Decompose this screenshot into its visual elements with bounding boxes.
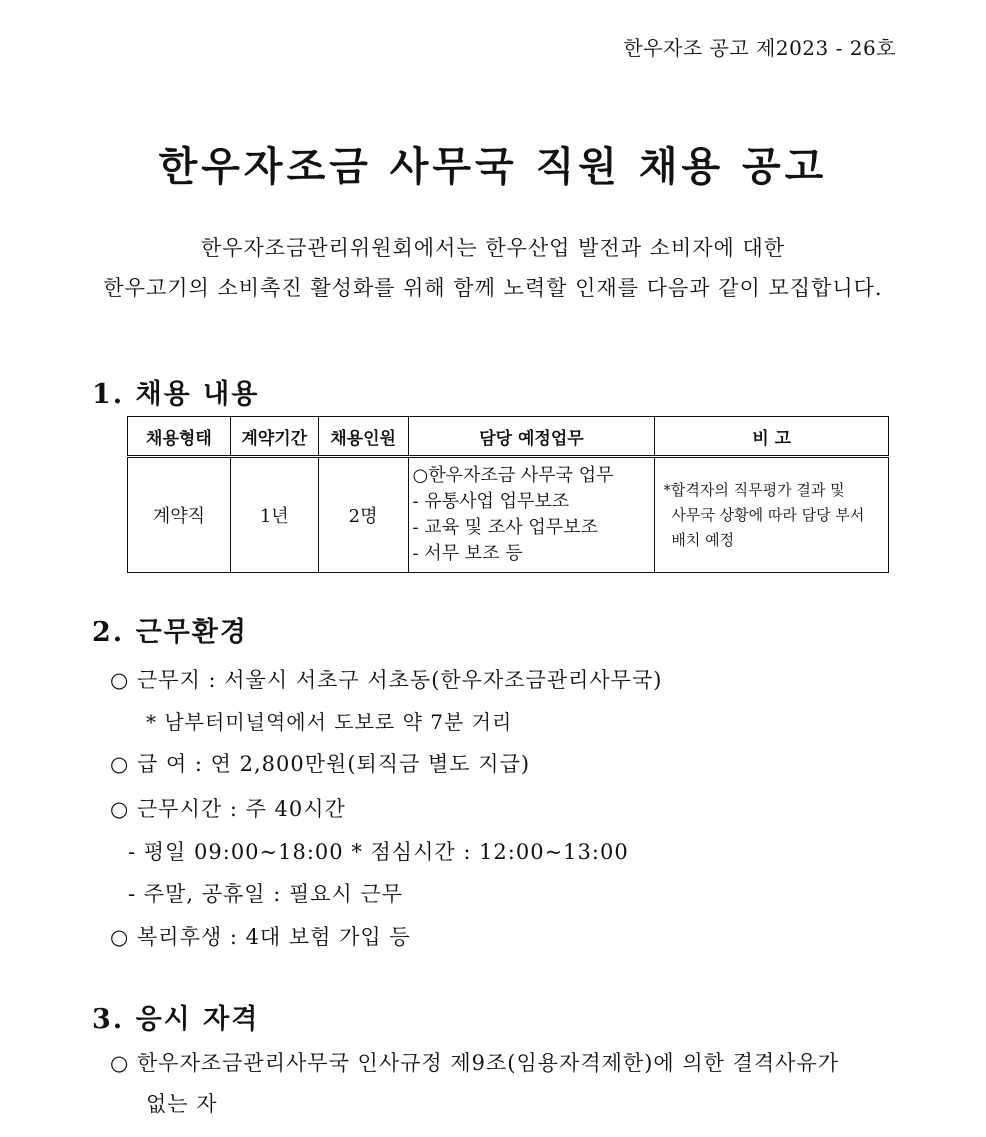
notice-number: 한우자조 공고 제2023 - 26호 <box>623 36 896 60</box>
cell-employment-type: 계약직 <box>128 457 231 573</box>
weekday-hours: - 평일 09:00~18:00 * 점심시간 : 12:00~13:00 <box>128 840 629 864</box>
section-heading-work-environment: 2. 근무환경 <box>92 617 248 648</box>
remark-line: 배치 예정 <box>671 530 735 549</box>
duty-line: - 서무 보조 등 <box>412 543 523 564</box>
cell-headcount: 2명 <box>318 457 408 573</box>
remark-line: 사무국 상황에 따라 담당 부서 <box>671 505 865 524</box>
remark-line: *합격자의 직무평가 결과 및 <box>663 480 845 499</box>
cell-contract-period: 1년 <box>230 457 318 573</box>
qualification-line-1: ○ 한우자조금관리사무국 인사규정 제9조(임용자격제한)에 의한 결격사유가 <box>110 1051 840 1075</box>
header-contract-period: 계약기간 <box>230 417 318 457</box>
salary: ○ 급 여 : 연 2,800만원(퇴직금 별도 지급) <box>110 752 531 776</box>
qualification-line-2: 없는 자 <box>146 1092 218 1116</box>
table-header-row <box>128 417 889 457</box>
work-location-note: * 남부터미널역에서 도보로 약 7분 거리 <box>146 710 513 734</box>
recruitment-table <box>127 416 889 573</box>
section-heading-recruitment: 1. 채용 내용 <box>92 379 260 410</box>
header-employment-type: 채용형태 <box>128 417 231 457</box>
table-row <box>128 457 889 573</box>
page-title: 한우자조금 사무국 직원 채용 공고 <box>158 144 828 190</box>
welfare: ○ 복리후생 : 4대 보험 가입 등 <box>110 925 411 949</box>
intro-line-1: 한우자조금관리위원회에서는 한우산업 발전과 소비자에 대한 <box>200 236 786 260</box>
duty-line: - 유통사업 업무보조 <box>412 491 570 512</box>
section-heading-qualification: 3. 응시 자격 <box>92 1004 260 1035</box>
work-hours: ○ 근무시간 : 주 40시간 <box>110 797 346 821</box>
header-duties: 담당 예정업무 <box>408 417 655 457</box>
duty-line: - 교육 및 조사 업무보조 <box>412 517 598 538</box>
cell-remarks <box>655 457 889 573</box>
work-location: ○ 근무지 : 서울시 서초구 서초동(한우자조금관리사무국) <box>110 668 663 692</box>
weekend-hours: - 주말, 공휴일 : 필요시 근무 <box>128 882 404 906</box>
cell-duties <box>408 457 655 573</box>
header-remarks: 비 고 <box>655 417 889 457</box>
duty-line: ○한우자조금 사무국 업무 <box>412 465 614 486</box>
intro-line-2: 한우고기의 소비촉진 활성화를 위해 함께 노력할 인재를 다음과 같이 모집합니다. <box>103 276 883 300</box>
header-headcount: 채용인원 <box>318 417 408 457</box>
